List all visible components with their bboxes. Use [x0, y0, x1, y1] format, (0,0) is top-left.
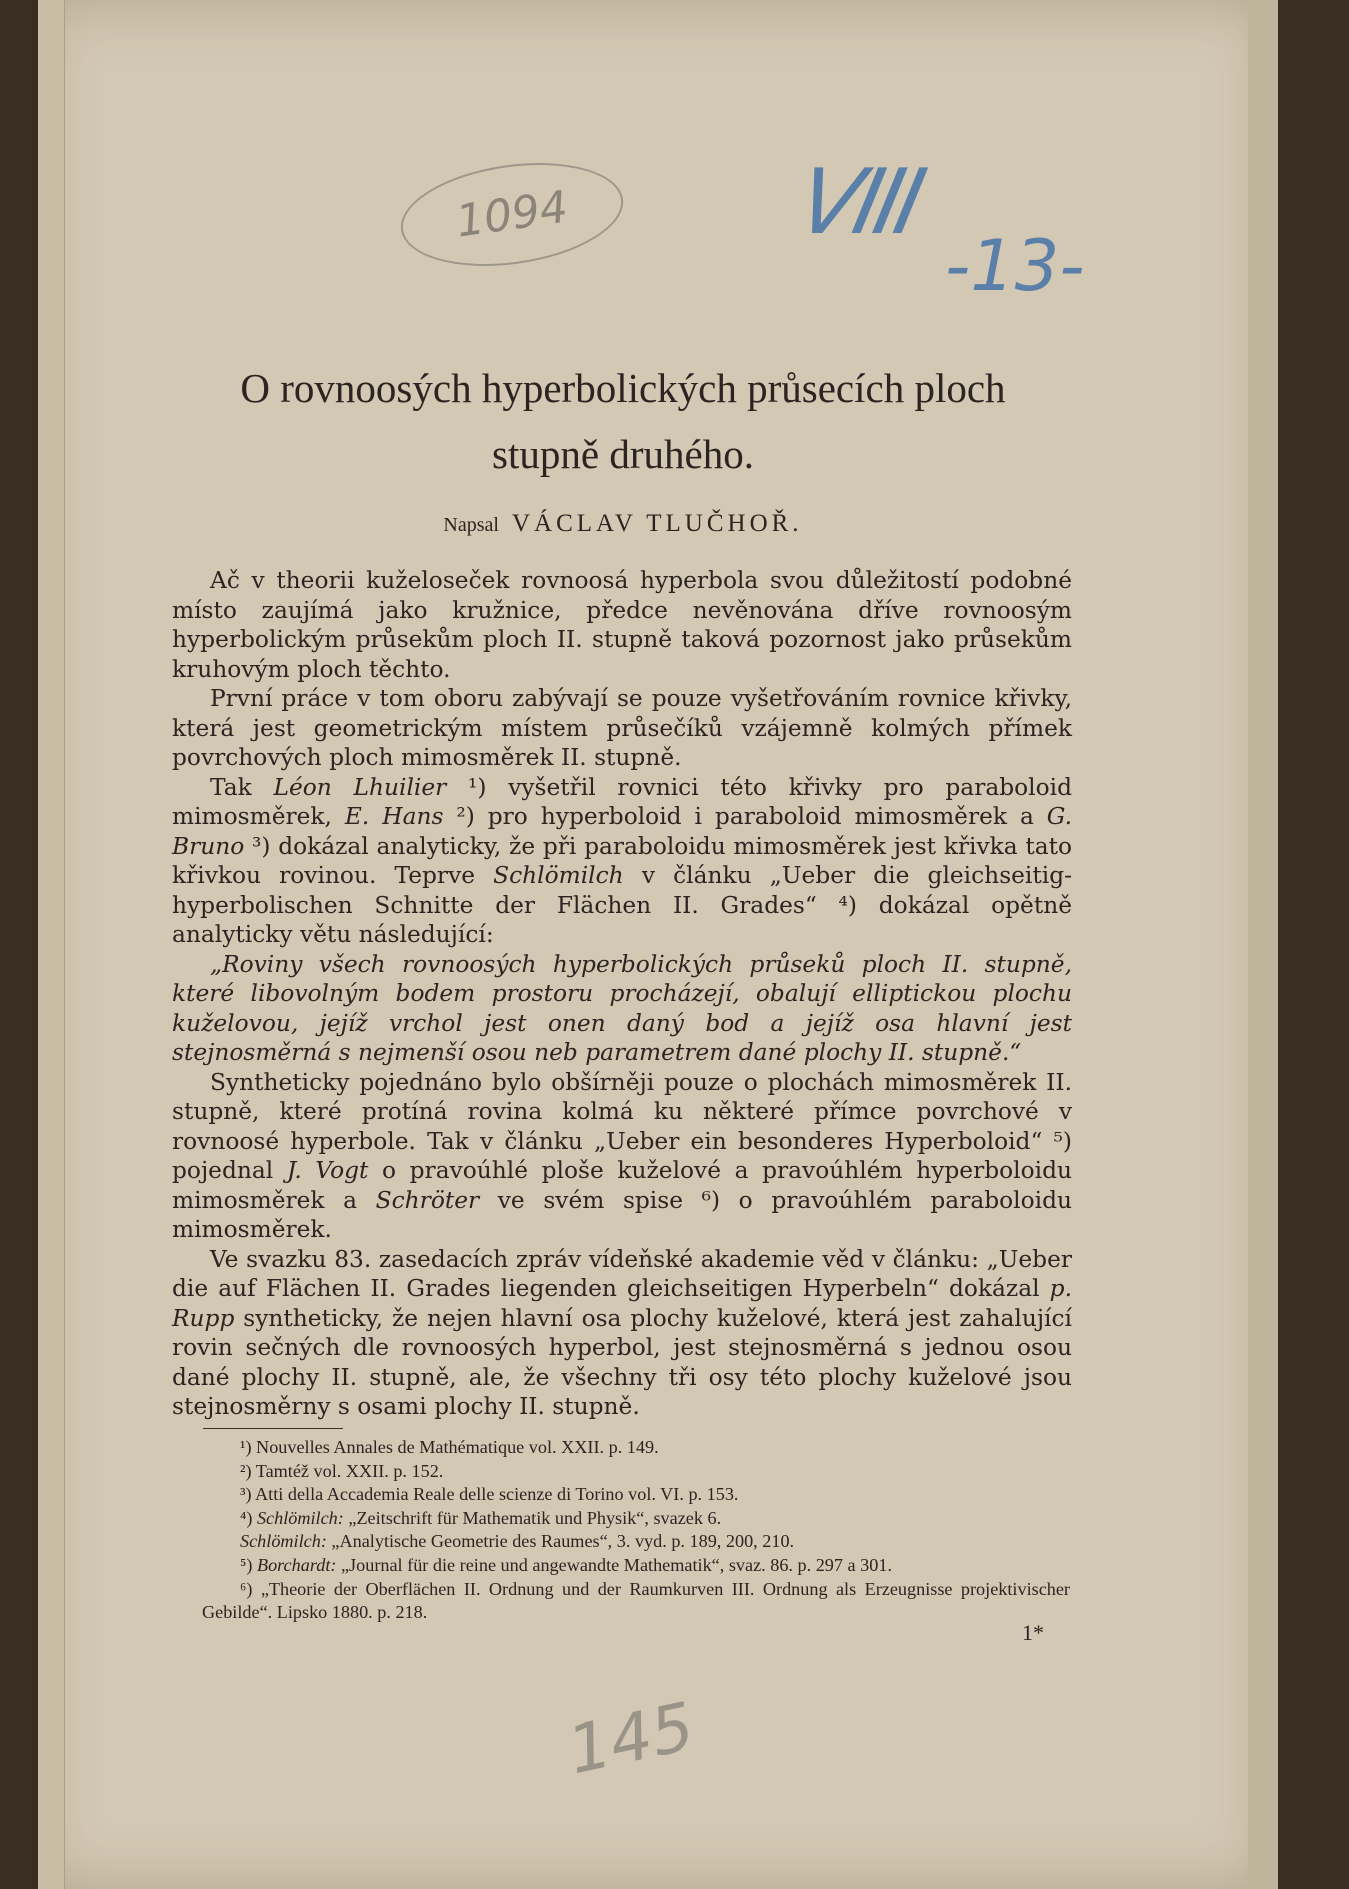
signature-mark: 1* [1022, 1620, 1044, 1645]
cited-name: Schröter [375, 1186, 480, 1214]
footnote-divider [203, 1428, 343, 1429]
page-right-edge [1248, 0, 1278, 1889]
quoted-theorem: „Roviny všech rovnoosých hyperbolických průseků ploch II. stupně, které libovolným bodem prostoru procházejí, obalují elliptickou plochu kuželovou, jejíž vrchol jest onen daný bod a jejíž osa hlavní jest stejnosměrná s nejmenší osou neb parametrem dané plochy II. stupně.“ [172, 950, 1072, 1066]
footnote-3: ³) Atti della Accademia Reale delle scienze di Torino vol. VI. p. 153. [240, 1484, 739, 1505]
roman-numeral-mark: VIII [788, 150, 929, 255]
cited-name: Léon Lhuilier [273, 773, 447, 801]
byline-prefix: Napsal [443, 514, 499, 536]
cited-name: J. Vogt [286, 1157, 369, 1184]
footnote-4: ⁴) Schlömilch: „Zeitschrift für Mathematik und Physik“, svazek 6. [240, 1507, 722, 1528]
footnote-1: ¹) Nouvelles Annales de Mathématique vol. XXII. p. 149. [240, 1437, 659, 1457]
title-line-1: O rovnoosých hyperbolických průsecích ploch [240, 365, 1006, 411]
sheet-number-mark: -13- [945, 225, 1085, 307]
bottom-pencil-note: 145 [561, 1687, 701, 1790]
cited-name: G. Bruno [172, 803, 1072, 860]
cited-name: p. Rupp [172, 1275, 1072, 1332]
footnote-2: ²) Tamtéž vol. XXII. p. 152. [240, 1460, 444, 1481]
article-body [172, 566, 1072, 1422]
byline [168, 510, 1078, 538]
cited-name: Schlömilch [493, 862, 624, 889]
paragraph-2: První práce v tom oboru zabývají se pouze vyšetřováním rovnice křivky, která jest geometrickým místem průsečíků vzájemně kolmých přímek povrchových ploch mimosměrek II. stupně. [172, 685, 1072, 771]
paragraph-3: Tak Léon Lhuilier ¹) vyšetřil rovnici této křivky pro paraboloid mimosměrek, E. Hans ²) pro hyperboloid i paraboloid mimosměrek a G. Bruno ³) dokázal analyticky, že při paraboloidu mimosměrek jest křivka tato křivkou rovinou. Teprve Schlömilch v článku „Ueber die gleichseitig-hyperbolischen Schnitte der Flächen II. Grades“ ⁴) dokázal opětně analyticky větu následující: [172, 773, 1073, 948]
title-line-2: stupně druhého. [492, 431, 754, 477]
archive-number-pencil: 1094 [394, 150, 630, 279]
footnote-6: ⁶) „Theorie der Oberflächen II. Ordnung und der Raumkurven III. Ordnung als Erzeugnisse projektivischer Gebilde“. Lipsko 1880. p. 218. [202, 1578, 1070, 1623]
footnote-4b: Schlömilch: „Analytische Geometrie des Raumes“, 3. vyd. p. 189, 200, 210. [240, 1531, 795, 1552]
article-title [168, 355, 1078, 487]
paragraph-6: Ve svazku 83. zasedacích zpráv vídeňské akademie věd v článku: „Ueber die auf Flächen II. Grades liegenden gleichseitigen Hyperbeln“ dokázal p. Rupp syntheticky, že nejen hlavní osa plochy kuželové, která jest zahalující rovin sečných dle rovnoosých hyperbol, jest stejnosměrná s jednou osou dané plochy II. stupně, ale, že všechny tři osy této plochy kuželové jsou stejnosměrny s osami plochy II. stupně. [172, 1245, 1072, 1420]
paragraph-5: Syntheticky pojednáno bylo obšírněji pouze o plochách mimosměrek II. stupně, které protíná rovina kolmá ku některé přímce povrchové v rovnoosé hyperbole. Tak v článku „Ueber ein besonderes Hyperboloid“ ⁵) pojednal J. Vogt o pravoúhlé ploše kuželové a pravoúhlém hyperboloidu mimosměrek a Schröter ve svém spise ⁶) o pravoúhlém paraboloidu mimosměrek. [172, 1068, 1073, 1243]
footnotes [202, 1436, 1070, 1625]
page-left-edge [38, 0, 65, 1889]
paragraph-1: Ač v theorii kuželoseček rovnoosá hyperbola svou důležitostí podobné místo zaujímá jako kružnice, předce nevěnována dříve rovnoosým hyperbolickým průsekům ploch II. stupně taková pozornost jako průsekům kruhovým ploch těchto. [172, 567, 1072, 683]
cited-name: E. Hans [344, 803, 444, 830]
footnote-5: ⁵) Borchardt: „Journal für die reine und angewandte Mathematik“, svaz. 86. p. 297 a 301. [240, 1554, 892, 1575]
author-name: VÁCLAV TLUČHOŘ. [511, 510, 803, 537]
